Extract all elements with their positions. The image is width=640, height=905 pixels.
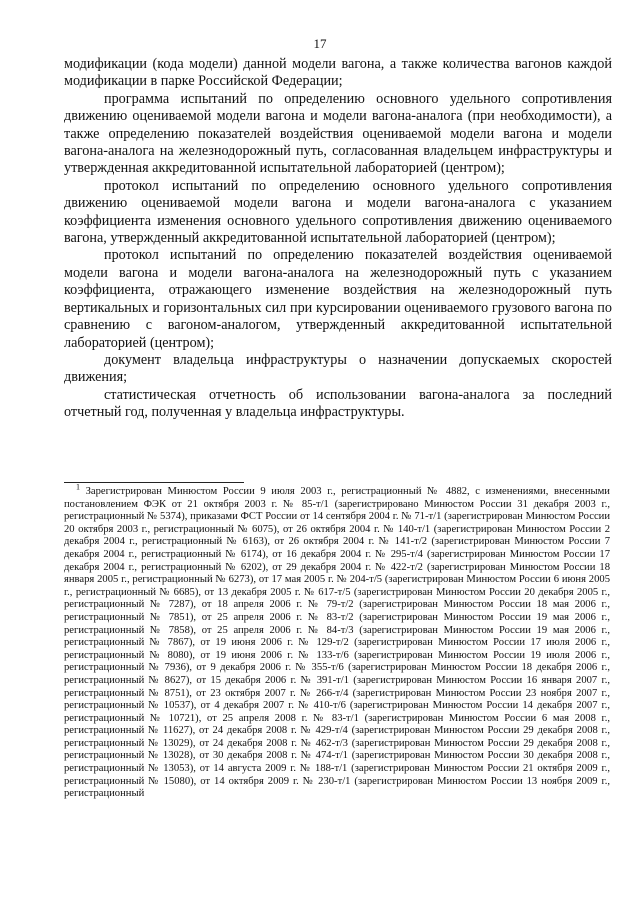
footnote bbox=[64, 482, 610, 801]
paragraph-speed-document: документ владельца инфраструктуры о назначении допускаемых скоростей движения; bbox=[64, 351, 612, 386]
paragraph-test-program: программа испытаний по определению основного удельного сопротивления движению оцениваемой модели вагона и модели вагона-аналога (при необходимости), а также определению показателей воздействия оцениваемой модели вагона и модели вагона-аналога на железнодорожный путь, согласованная владельцем инфраструктуры и утвержденная аккредитованной испытательной лабораторией (центром); bbox=[64, 90, 612, 177]
footnote-text: Зарегистрирован Минюстом России 9 июля 2003 г., регистрационный № 4882, с изменениями, внесенными постановлением ФЭК от 21 октября 2003 г. № 85-т/1 (зарегистрировано Минюстом России 31 декабря 2003 г., регистрационный № 5374), приказами ФСТ России от 14 сентября 2004 г. № 71-т/1 (зарегистрирован Минюстом России 20 октября 2003 г., регистрационный № 6075), от 26 октября 2004 г. № 140-т/1 (зарегистрирован Минюстом России 2 декабря 2004 г., регистрационный № 6163), от 26 октября 2004 г. № 141-т/2 (зарегистрирован Минюстом России 7 декабря 2004 г., регистрационный № 6174), от 16 декабря 2004 г. № 295-т/4 (зарегистрирован Минюстом России 17 декабря 2004 г., регистрационный № 6202), от 29 декабря 2004 г. № 422-т/2 (зарегистрирован Минюстом России 18 января 2005 г., регистрационный № 6273), от 17 мая 2005 г. № 204-т/5 (зарегистрирован Минюстом России 6 июня 2005 г., регистрационный № 6685), от 13 декабря 2005 г. № 617-т/5 (зарегистрирован Минюстом России 20 декабря 2005 г., регистрационный № 7287), от 18 апреля 2006 г. № 79-т/2 (зарегистрирован Минюстом России 18 мая 2006 г., регистрационный № 7851), от 25 апреля 2006 г. № 83-т/2 (зарегистрирован Минюстом России 19 мая 2006 г., регистрационный № 7858), от 25 апреля 2006 г. № 84-т/3 (зарегистрирован Минюстом России 19 мая 2006 г., регистрационный № 7867), от 19 июня 2006 г. № 129-т/2 (зарегистрирован Минюстом России 17 июля 2006 г., регистрационный № 8080), от 19 июня 2006 г. № 133-т/6 (зарегистрирован Минюстом России 19 июля 2006 г., регистрационный № 7936), от 9 декабря 2006 г. № 355-т/6 (зарегистрирован Минюстом России 18 декабря 2006 г., регистрационный № 8627), от 15 декабря 2006 г. № 391-т/1 (зарегистрирован Минюстом России 16 января 2007 г., регистрационный № 8751), от 23 октября 2007 г. № 266-т/4 (зарегистрирован Минюстом России 23 ноября 2007 г., регистрационный № 10537), от 4 декабря 2007 г. № 410-т/6 (зарегистрирован Минюстом России 14 декабря 2007 г., регистрационный № 10721), от 25 апреля 2008 г. № 83-т/1 (зарегистрирован Минюстом России 6 мая 2008 г., регистрационный № 11627), от 24 декабря 2008 г. № 429-т/4 (зарегистрирован Минюстом России 29 декабря 2008 г., регистрационный № 13029), от 24 декабря 2008 г. № 462-т/3 (зарегистрирован Минюстом России 29 декабря 2008 г., регистрационный № 13028), от 30 декабря 2008 г. № 474-т/1 (зарегистрирован Минюстом России 30 декабря 2008 г., регистрационный № 13053), от 14 августа 2009 г. № 188-т/1 (зарегистрирован Минюстом России 21 октября 2009 г., регистрационный № 15080), от 14 октября 2009 г. № 230-т/1 (зарегистрирован Минюстом России 13 ноября 2009 г., регистрационный bbox=[64, 486, 610, 800]
page-number: 17 bbox=[313, 36, 327, 51]
body-text bbox=[64, 56, 612, 422]
paragraph-continuation: модификации (кода модели) данной модели вагона, а также количества вагонов каждой модификации в парке Российской Федерации; bbox=[64, 56, 612, 90]
footnote-divider bbox=[64, 482, 244, 483]
paragraph-statistics: статистическая отчетность об использовании вагона-аналога за последний отчетный год, полученная у владельца инфраструктуры. bbox=[64, 386, 612, 421]
paragraph-track-impact-protocol: протокол испытаний по определению показателей воздействия оцениваемой модели вагона и модели вагона-аналога на железнодорожный путь с указанием коэффициента, отражающего изменение воздействия на железнодорожный путь вертикальных и горизонтальных сил при курсировании оцениваемого грузового вагона по сравнению с вагоном-аналогом, утвержденный аккредитованной испытательной лабораторией (центром); bbox=[64, 247, 612, 351]
footnote-marker: 1 bbox=[76, 482, 80, 492]
paragraph-resistance-protocol: протокол испытаний по определению основного удельного сопротивления движению оцениваемой модели вагона и модели вагона-аналога с указанием коэффициента изменения основного удельного сопротивления движению оцениваемого вагона, утвержденный аккредитованной испытательной лабораторией (центром); bbox=[64, 177, 612, 247]
